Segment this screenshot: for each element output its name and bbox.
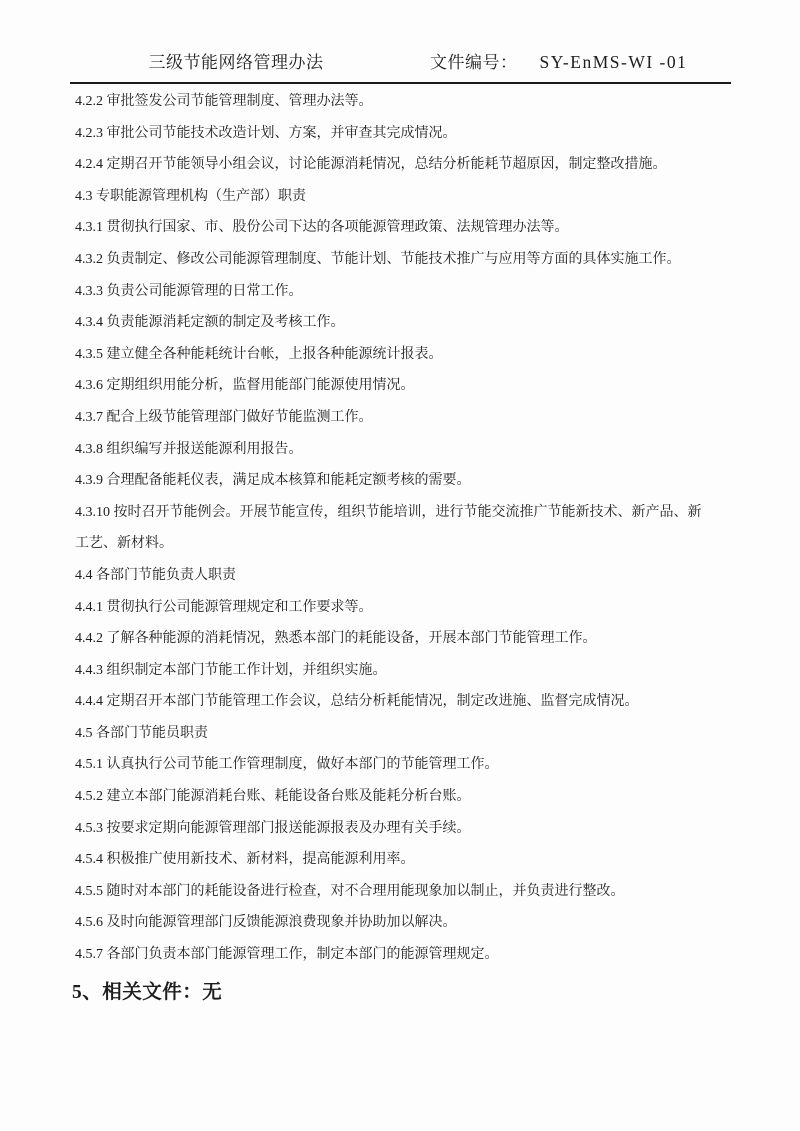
document-title: 三级节能网络管理办法: [148, 53, 324, 72]
doc-line: 4.5.5 随时对本部门的耗能设备进行检查，对不合理用能现象加以制止，并负责进行整改。: [75, 883, 625, 899]
document-body: [72, 84, 735, 1008]
doc-line: 4.4 各部门节能负责人职责: [75, 567, 236, 583]
doc-line: 4.3.6 定期组织用能分析，监督用能部门能源使用情况。: [75, 378, 415, 394]
doc-number-value: SY-EnMS-WI -01: [539, 52, 688, 72]
doc-line: 4.3.1 贯彻执行国家、市、股份公司下达的各项能源管理政策、法规管理办法等。: [75, 220, 569, 236]
doc-line: 4.4.3 组织制定本部门节能工作计划，并组织实施。: [75, 662, 387, 678]
doc-number-label: 文件编号：: [430, 53, 518, 72]
doc-line: 4.3.4 负责能源消耗定额的制定及考核工作。: [75, 315, 345, 331]
doc-number-group: [402, 48, 731, 73]
doc-line: 4.4.1 贯彻执行公司能源管理规定和工作要求等。: [75, 599, 373, 615]
document-header: [70, 0, 731, 84]
doc-line: 4.2.3 审批公司节能技术改造计划、方案，并审查其完成情况。: [75, 125, 457, 141]
doc-line: 4.3.2 负责制定、修改公司能源管理制度、节能计划、节能技术推广与应用等方面的具体实施工作。: [75, 251, 681, 267]
section5-heading: 5、相关文件：无: [72, 981, 223, 1003]
doc-line: 4.5 各部门节能员职责: [75, 725, 208, 741]
doc-line: 4.4.4 定期召开本部门节能管理工作会议，总结分析耗能情况，制定改进施、监督完成情况。: [75, 694, 639, 710]
doc-line: 4.5.1 认真执行公司节能工作管理制度，做好本部门的节能管理工作。: [75, 757, 499, 773]
doc-line: 4.5.2 建立本部门能源消耗台账、耗能设备台账及能耗分析台账。: [75, 789, 471, 805]
doc-line: 4.5.4 积极推广使用新技术、新材料，提高能源利用率。: [75, 852, 415, 868]
doc-line: 4.3 专职能源管理机构（生产部）职责: [75, 188, 306, 204]
doc-line: 4.2.2 审批签发公司节能管理制度、管理办法等。: [75, 94, 373, 109]
doc-line: 4.4.2 了解各种能源的消耗情况，熟悉本部门的耗能设备，开展本部门节能管理工作。: [75, 631, 597, 647]
doc-line: 4.5.7 各部门负责本部门能源管理工作，制定本部门的能源管理规定。: [75, 947, 499, 963]
doc-line: 4.3.8 组织编写并报送能源利用报告。: [75, 441, 303, 457]
doc-line: 4.5.6 及时向能源管理部门反馈能源浪费现象并协助加以解决。: [75, 915, 457, 931]
doc-line: 工艺、新材料。: [75, 536, 173, 552]
doc-line: 4.3.9 合理配备能耗仪表，满足成本核算和能耗定额考核的需要。: [75, 473, 471, 489]
doc-line: 4.3.3 负责公司能源管理的日常工作。: [75, 283, 303, 299]
doc-line: 4.3.7 配合上级节能管理部门做好节能监测工作。: [75, 409, 373, 425]
doc-line: 4.5.3 按要求定期向能源管理部门报送能源报表及办理有关手续。: [75, 820, 471, 836]
doc-line: 4.2.4 定期召开节能领导小组会议，讨论能源消耗情况，总结分析能耗节超原因，制定整改措施。: [75, 157, 667, 173]
doc-line: 4.3.10 按时召开节能例会。开展节能宣传，组织节能培训，进行节能交流推广节能新技术、新产品、新: [75, 504, 702, 520]
doc-line: 4.3.5 建立健全各种能耗统计台帐，上报各种能源统计报表。: [75, 346, 443, 362]
